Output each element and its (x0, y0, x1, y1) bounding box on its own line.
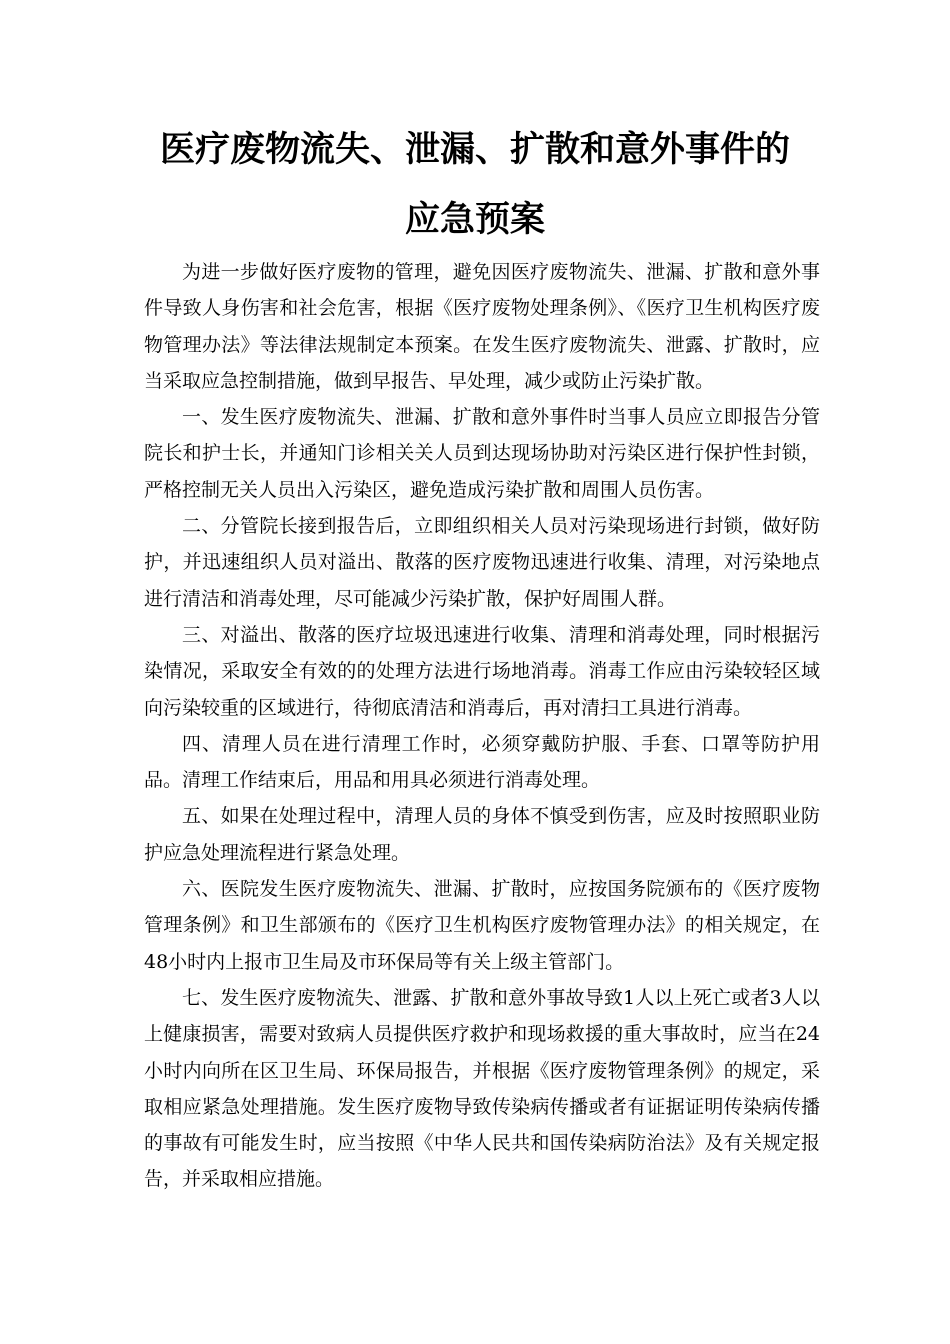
paragraph-item-2: 二、分管院长接到报告后，立即组织相关人员对污染现场进行封锁，做好防护，并迅速组织人员对溢出、散落的医疗废物迅速进行收集、清理，对污染地点进行清洁和消毒处理，尽可能减少污染扩散，保护好周围人群。 (144, 515, 820, 610)
document-title-line-2: 应急预案 (404, 200, 545, 240)
document-body (144, 254, 820, 1198)
document-title-line-1: 医疗废物流失、泄漏、扩散和意外事件的 (159, 130, 790, 170)
paragraph-item-4: 四、清理人员在进行清理工作时，必须穿戴防护服、手套、口罩等防护用品。清理工作结束后，用品和用具必须进行消毒处理。 (144, 732, 820, 792)
paragraph-item-6: 六、医院发生医疗废物流失、泄漏、扩散时，应按国务院颁布的《医疗废物管理条例》和卫生部颁布的《医疗卫生机构医疗废物管理办法》的相关规定，在48小时内上报市卫生局及市环保局等有关上级主管部门。 (144, 878, 820, 973)
paragraph-intro: 为进一步做好医疗废物的管理，避免因医疗废物流失、泄漏、扩散和意外事件导致人身伤害和社会危害，根据《医疗废物处理条例》、《医疗卫生机构医疗废物管理办法》等法律法规制定本预案。在发生医疗废物流失、泄露、扩散时，应当采取应急控制措施，做到早报告、早处理，减少或防止污染扩散。 (144, 261, 820, 392)
paragraph-item-1: 一、发生医疗废物流失、泄漏、扩散和意外事件时当事人员应立即报告分管院长和护士长，并通知门诊相关关人员到达现场协助对污染区进行保护性封锁，严格控制无关人员出入污染区，避免造成污染扩散和周围人员伤害。 (144, 406, 820, 501)
paragraph-item-7: 七、发生医疗废物流失、泄露、扩散和意外事故导致1人以上死亡或者3人以上健康损害，需要对致病人员提供医疗救护和现场救援的重大事故时，应当在24小时内向所在区卫生局、环保局报告，并根据《医疗废物管理条例》的规定，采取相应紧急处理措施。发生医疗废物导致传染病传播或者有证据证明传染病传播的事故有可能发生时，应当按照《中华人民共和国传染病防治法》及有关规定报告，并采取相应措施。 (144, 986, 820, 1191)
paragraph-item-5: 五、如果在处理过程中，清理人员的身体不慎受到伤害，应及时按照职业防护应急处理流程进行紧急处理。 (144, 805, 820, 864)
paragraph-item-3: 三、对溢出、散落的医疗垃圾迅速进行收集、清理和消毒处理，同时根据污染情况，采取安全有效的的处理方法进行场地消毒。消毒工作应由污染较轻区域向污染较重的区域进行，待彻底清洁和消毒后，再对清扫工具进行消毒。 (144, 623, 820, 719)
